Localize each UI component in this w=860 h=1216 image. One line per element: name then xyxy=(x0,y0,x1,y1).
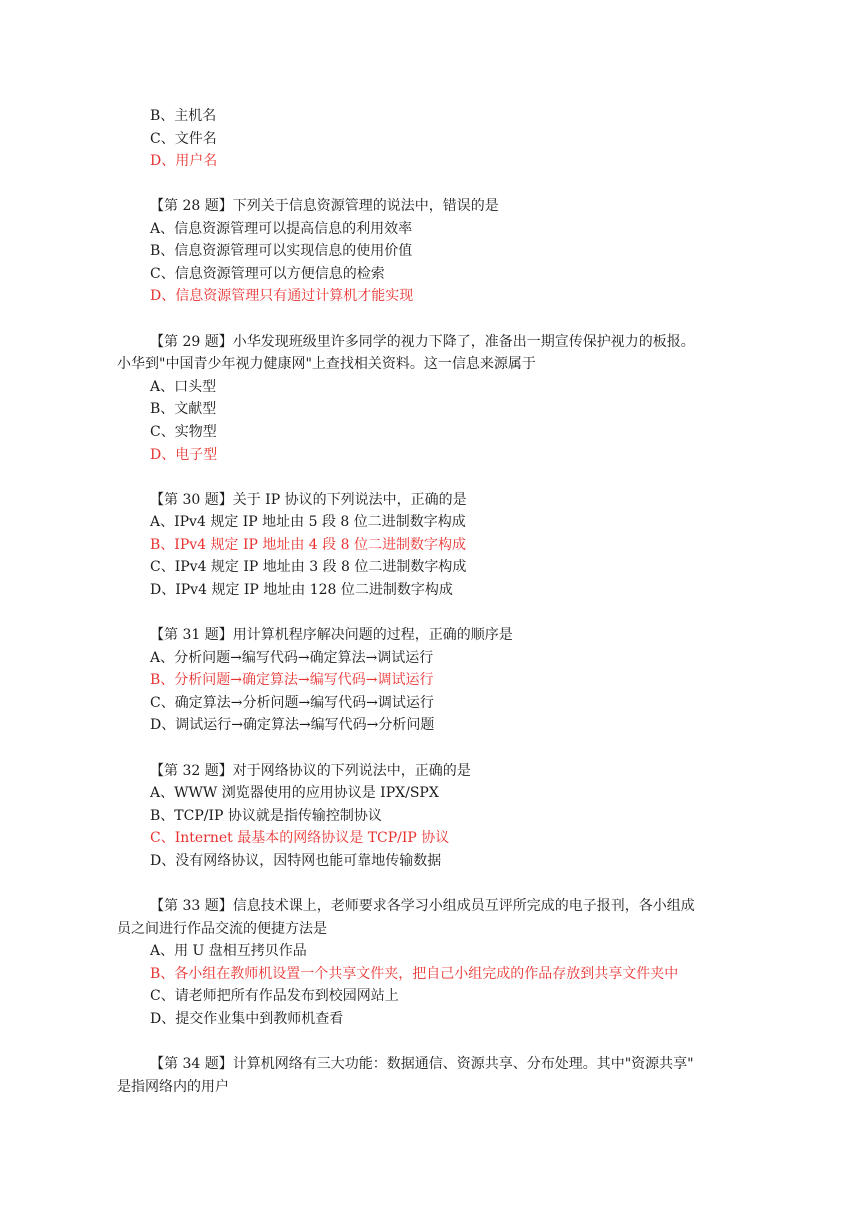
q31-option-b-answer: B、分析问题→确定算法→编写代码→调试运行 xyxy=(150,672,434,688)
q29-option-a: A、口头型 xyxy=(150,379,217,395)
q28-option-c: C、信息资源管理可以方便信息的检索 xyxy=(150,266,385,282)
q31-question: 【第 31 题】用计算机程序解决问题的过程，正确的顺序是 xyxy=(150,627,513,643)
q29-question-line2: 小华到"中国青少年视力健康网"上查找相关资料。这一信息来源属于 xyxy=(117,356,536,372)
q30-option-b-answer: B、IPv4 规定 IP 地址由 4 段 8 位二进制数字构成 xyxy=(150,537,466,553)
q28-question: 【第 28 题】下列关于信息资源管理的说法中，错误的是 xyxy=(150,198,499,214)
q28-option-a: A、信息资源管理可以提高信息的利用效率 xyxy=(150,221,413,237)
q33-option-b-answer: B、各小组在教师机设置一个共享文件夹，把自己小组完成的作品存放到共享文件夹中 xyxy=(150,966,679,982)
q27-option-c: C、文件名 xyxy=(150,131,217,147)
q34-question-line1: 【第 34 题】计算机网络有三大功能：数据通信、资源共享、分布处理。其中"资源共享" xyxy=(150,1056,694,1072)
q29-option-c: C、实物型 xyxy=(150,424,217,440)
q31-option-d: D、调试运行→确定算法→编写代码→分析问题 xyxy=(150,717,435,733)
q32-option-a: A、WWW 浏览器使用的应用协议是 IPX/SPX xyxy=(150,785,439,801)
q30-option-a: A、IPv4 规定 IP 地址由 5 段 8 位二进制数字构成 xyxy=(150,514,466,530)
q33-option-c: C、请老师把所有作品发布到校园网站上 xyxy=(150,988,399,1004)
q31-option-a: A、分析问题→编写代码→确定算法→调试运行 xyxy=(150,650,434,666)
q33-question-line2: 员之间进行作品交流的便捷方法是 xyxy=(117,921,327,937)
q28-option-d-answer: D、信息资源管理只有通过计算机才能实现 xyxy=(150,288,414,304)
q29-question-line1: 【第 29 题】小华发现班级里许多同学的视力下降了，准备出一期宣传保护视力的板报。 xyxy=(150,334,695,350)
q31-option-c: C、确定算法→分析问题→编写代码→调试运行 xyxy=(150,695,434,711)
q30-question: 【第 30 题】关于 IP 协议的下列说法中，正确的是 xyxy=(150,492,467,508)
q27-option-d-answer: D、用户名 xyxy=(150,153,218,169)
q29-option-b: B、文献型 xyxy=(150,401,217,417)
q30-option-d: D、IPv4 规定 IP 地址由 128 位二进制数字构成 xyxy=(150,582,453,598)
q29-option-d-answer: D、电子型 xyxy=(150,447,218,463)
q28-option-b: B、信息资源管理可以实现信息的使用价值 xyxy=(150,243,413,259)
q33-option-a: A、用 U 盘相互拷贝作品 xyxy=(150,943,307,959)
q33-option-d: D、提交作业集中到教师机查看 xyxy=(150,1011,344,1027)
q32-option-c-answer: C、Internet 最基本的网络协议是 TCP/IP 协议 xyxy=(150,830,450,846)
q32-option-b: B、TCP/IP 协议就是指传输控制协议 xyxy=(150,808,382,824)
q32-option-d: D、没有网络协议，因特网也能可靠地传输数据 xyxy=(150,853,442,869)
q30-option-c: C、IPv4 规定 IP 地址由 3 段 8 位二进制数字构成 xyxy=(150,559,467,575)
q32-question: 【第 32 题】对于网络协议的下列说法中，正确的是 xyxy=(150,763,471,779)
q34-question-line2: 是指网络内的用户 xyxy=(117,1079,229,1095)
q27-option-b: B、主机名 xyxy=(150,108,217,124)
q33-question-line1: 【第 33 题】信息技术课上，老师要求各学习小组成员互评所完成的电子报刊，各小组成 xyxy=(150,898,695,914)
